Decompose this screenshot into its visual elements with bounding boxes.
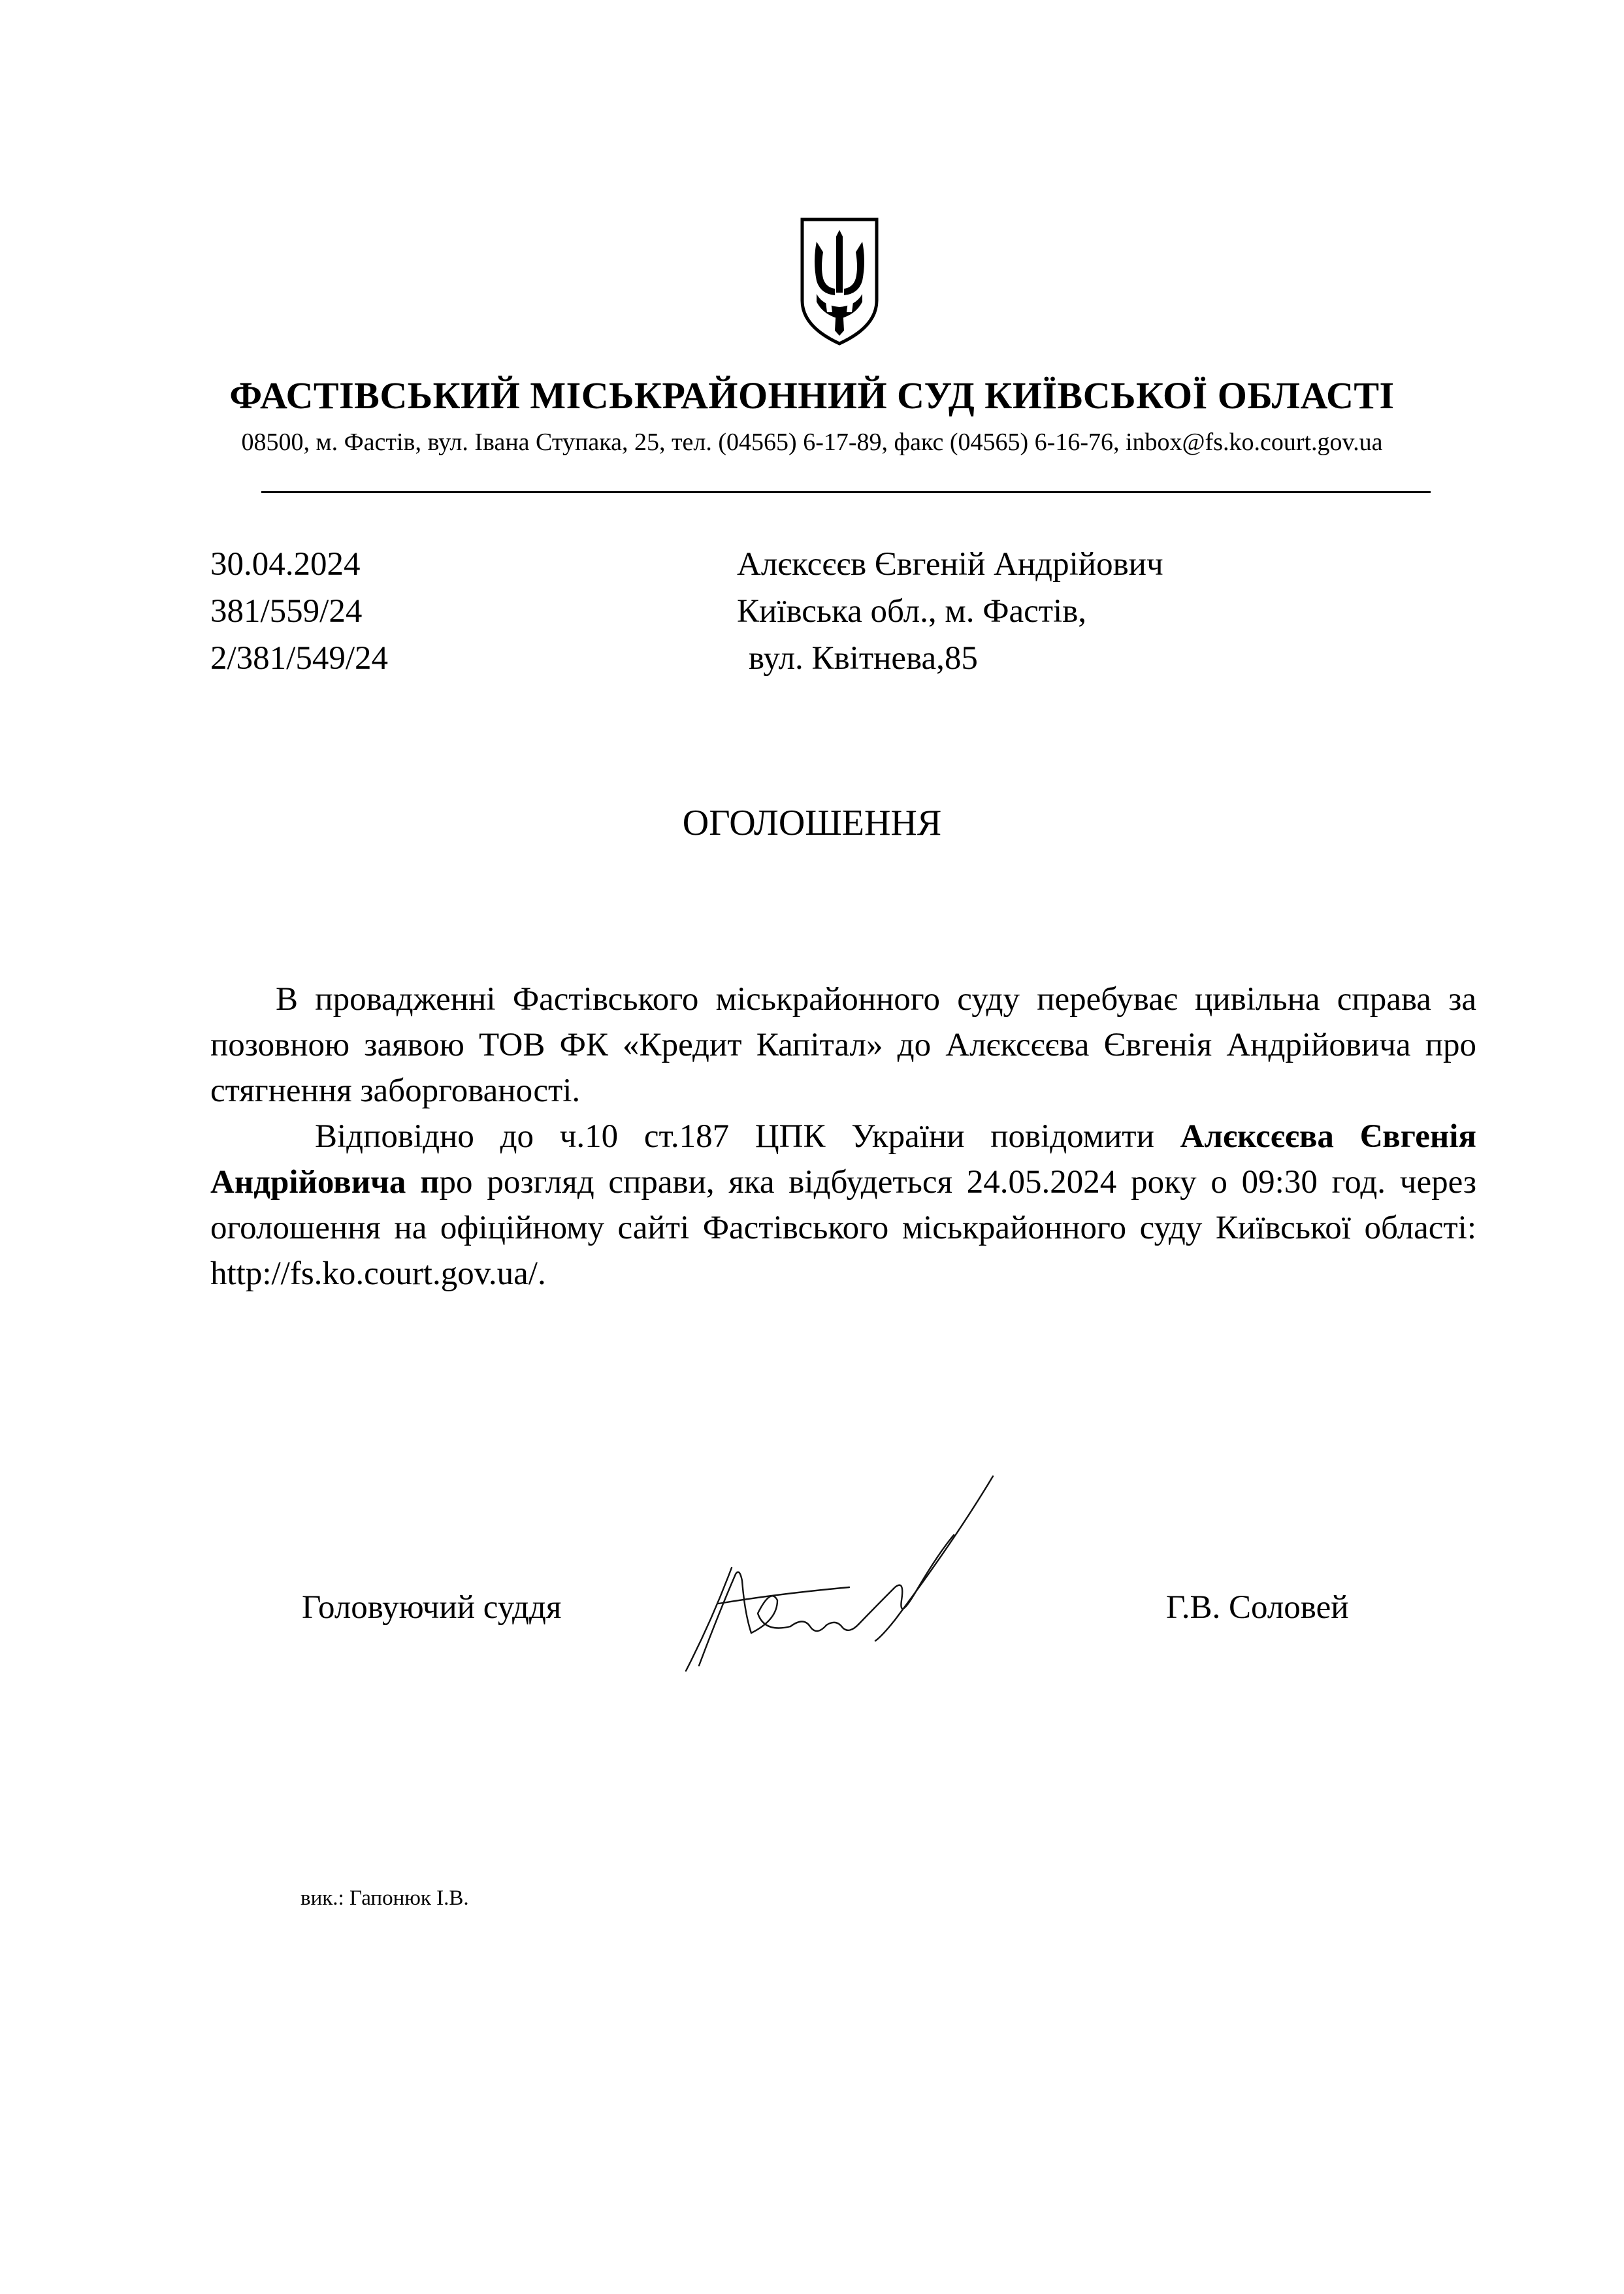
document-references bbox=[210, 541, 388, 682]
handwritten-signature bbox=[679, 1470, 1045, 1679]
body-paragraph-2 bbox=[210, 1114, 1476, 1297]
signatory-position: Головуючий суддя bbox=[302, 1589, 562, 1626]
case-number: 381/559/24 bbox=[210, 593, 363, 630]
paragraph-2-end: ро розгляд справи, яка відбудеться 24.05.2024 року о 09:30 год. через оголошення на офіційному сайті Фастівського міськрайонного суду Київської області: http://fs.ko.court.gov.ua/. bbox=[210, 1164, 1476, 1292]
addressee-street: вул. Квітнева,85 bbox=[749, 640, 978, 677]
addressee-block bbox=[737, 541, 1163, 682]
header-divider bbox=[261, 491, 1431, 493]
addressee-name: Алєксєєв Євгеній Андрійович bbox=[737, 546, 1163, 583]
document-title: ОГОЛОШЕННЯ bbox=[682, 803, 942, 843]
court-address: 08500, м. Фастів, вул. Івана Ступака, 25, тел. (04565) 6-17-89, факс (04565) 6-16-76, inbox@fs.ko.court.gov.ua bbox=[241, 428, 1383, 456]
paragraph-2-start: Відповідно до ч.10 ст.187 ЦПК України повідомити bbox=[315, 1118, 1180, 1155]
addressee-city: Київська обл., м. Фастів, bbox=[737, 593, 1087, 630]
body-paragraph-1: В провадженні Фастівського міськрайонного суду перебуває цивільна справа за позовною заявою ТОВ ФК «Кредит Капітал» до Алєксєєва Євгенія Андрійовича про стягнення заборгованості. bbox=[210, 981, 1476, 1109]
trident-emblem-icon bbox=[797, 216, 882, 346]
notice-body bbox=[210, 977, 1476, 1297]
court-name: ФАСТІВСЬКИЙ МІСЬКРАЙОННИЙ СУД КИЇВСЬКОЇ ОБЛАСТІ bbox=[229, 374, 1395, 417]
executor-note: вик.: Гапонюк І.В. bbox=[300, 1886, 469, 1910]
proceeding-number: 2/381/549/24 bbox=[210, 640, 389, 677]
judge-name: Г.В. Соловей bbox=[1166, 1589, 1349, 1626]
defendant-name-bold: Алєксєєва Євгенія Андрійовича п bbox=[210, 1118, 1476, 1201]
document-date: 30.04.2024 bbox=[210, 546, 361, 583]
